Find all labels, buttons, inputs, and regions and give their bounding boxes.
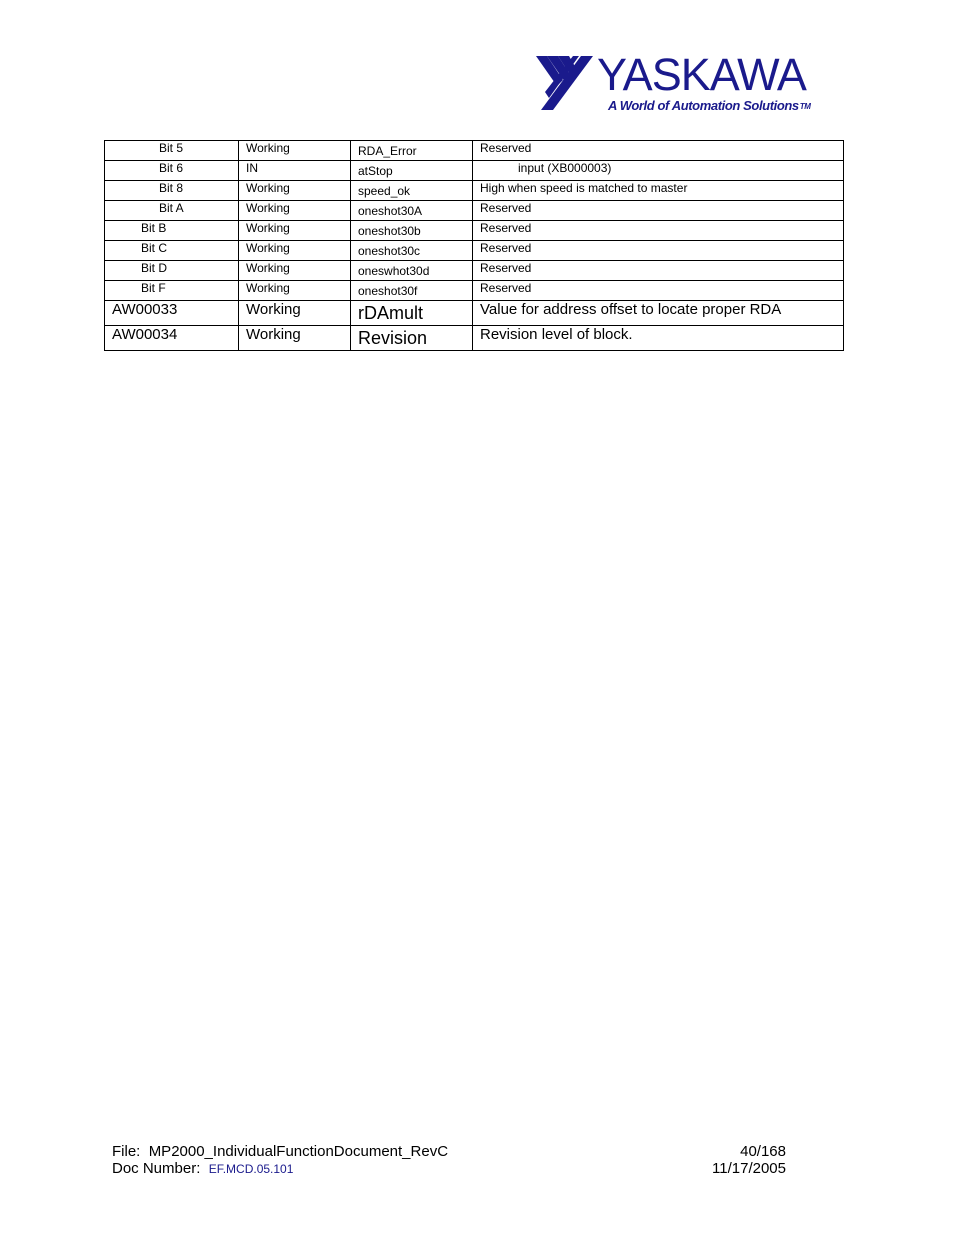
table-row (105, 221, 844, 241)
name-cell: oneshot30A (351, 201, 473, 221)
file-name: MP2000_IndividualFunctionDocument_RevC (148, 1143, 449, 1160)
type-cell: Working (239, 201, 351, 221)
doc-number: EF.MCD.05.101 (208, 1162, 294, 1176)
doc-number-label: Doc Number: (112, 1160, 201, 1177)
footer-file-row (112, 1143, 786, 1160)
table-row (105, 201, 844, 221)
description-cell: Reserved (473, 201, 844, 221)
name-cell: Revision (351, 326, 473, 351)
yaskawa-emblem-icon (533, 52, 597, 114)
logo-tagline: A World of Automation SolutionsTM (608, 98, 811, 113)
document-date: 11/17/2005 (712, 1160, 786, 1177)
file-label: File: (112, 1143, 141, 1160)
description-cell: Reserved (473, 221, 844, 241)
description-cell: Reserved (473, 141, 844, 161)
table-row (105, 141, 844, 161)
table-row (105, 181, 844, 201)
table-row (105, 326, 844, 351)
address-cell: Bit B (105, 221, 239, 241)
logo-wordmark: YASKAWA (597, 49, 806, 100)
type-cell: Working (239, 261, 351, 281)
address-cell: Bit F (105, 281, 239, 301)
name-cell: rDAmult (351, 301, 473, 326)
type-cell: Working (239, 326, 351, 351)
table-row (105, 261, 844, 281)
page-number: 40/168 (740, 1143, 786, 1160)
type-cell: Working (239, 221, 351, 241)
address-cell: Bit A (105, 201, 239, 221)
type-cell: Working (239, 181, 351, 201)
table-row (105, 161, 844, 181)
address-cell: Bit C (105, 241, 239, 261)
trademark-mark: TM (799, 102, 811, 111)
address-cell: Bit D (105, 261, 239, 281)
type-cell: Working (239, 281, 351, 301)
description-cell: Reserved (473, 241, 844, 261)
description-cell: Value for address offset to locate proper RDA (473, 301, 844, 326)
address-cell: AW00034 (105, 326, 239, 351)
page-footer (112, 1143, 786, 1177)
footer-doc-row (112, 1160, 786, 1177)
description-cell: Revision level of block. (473, 326, 844, 351)
address-cell: Bit 5 (105, 141, 239, 161)
name-cell: oneswhot30d (351, 261, 473, 281)
name-cell: atStop (351, 161, 473, 181)
table-row (105, 281, 844, 301)
table-row (105, 301, 844, 326)
address-cell: AW00033 (105, 301, 239, 326)
address-cell: Bit 8 (105, 181, 239, 201)
name-cell: RDA_Error (351, 141, 473, 161)
yaskawa-logo (533, 49, 823, 114)
description-cell: Reserved (473, 261, 844, 281)
description-cell: High when speed is matched to master (473, 181, 844, 201)
name-cell: oneshot30f (351, 281, 473, 301)
description-cell: input (XB000003) (473, 161, 844, 181)
description-cell: Reserved (473, 281, 844, 301)
name-cell: oneshot30b (351, 221, 473, 241)
io-table (104, 140, 844, 351)
name-cell: speed_ok (351, 181, 473, 201)
address-cell: Bit 6 (105, 161, 239, 181)
name-cell: oneshot30c (351, 241, 473, 261)
table-row (105, 241, 844, 261)
type-cell: Working (239, 241, 351, 261)
type-cell: Working (239, 141, 351, 161)
type-cell: Working (239, 301, 351, 326)
type-cell: IN (239, 161, 351, 181)
